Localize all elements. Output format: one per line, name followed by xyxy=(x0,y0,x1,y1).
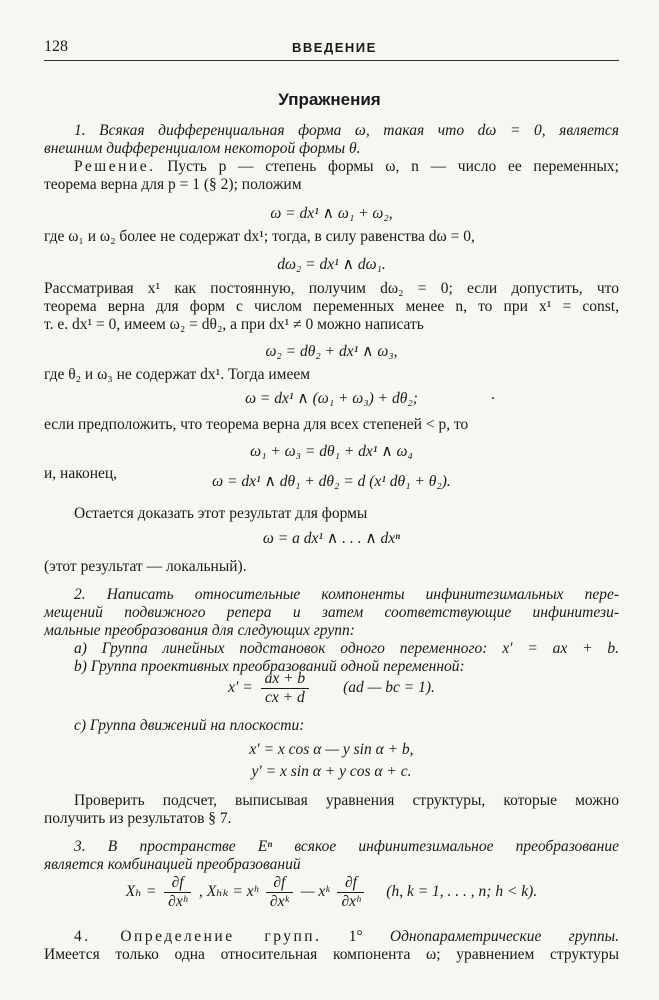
ex1-remains-line: Остается доказать этот результат для формы xyxy=(74,505,368,522)
frac-lhs: x′ = xyxy=(228,679,253,697)
ex4-degree: 1° xyxy=(348,928,363,945)
ex2-item-c: c) Группа движений на плоскости: xyxy=(74,717,305,734)
xhk-fraction-1 xyxy=(266,874,293,911)
equation-projective xyxy=(44,670,619,707)
ex1-where-line: где ω₁ и ω₂ более не содержат dx¹; тогда, в силу равенства dω = 0, xyxy=(44,228,475,245)
solution-label: Решение. xyxy=(74,158,156,175)
ex2-item-a: a) Группа линейных подстановок одного переменного: x′ = ax + b. xyxy=(74,640,619,657)
fraction-denominator: cx + d xyxy=(265,689,305,706)
fraction-numerator: ax + b xyxy=(261,670,310,689)
equation-3: ω₂ = dθ₂ + dx¹ ∧ ω₃, xyxy=(265,343,398,360)
equation-generators xyxy=(44,874,619,911)
ex1-local-line: (этот результат — локальный). xyxy=(44,558,247,575)
equation-1: ω = dx¹ ∧ ω₁ + ω₂, xyxy=(270,205,393,222)
ex1-solution-line1 xyxy=(44,158,619,176)
ex3-statement-line1: 3. В пространстве Eⁿ всякое инфинитезимальное преобразование xyxy=(74,838,619,855)
xh-numerator: ∂f xyxy=(164,874,191,893)
xhk-denominator-2: ∂xʰ xyxy=(341,893,361,910)
running-title: ВВЕДЕНИЕ xyxy=(292,40,377,55)
ex1-where-line2: где θ₂ и ω₃ не содержат dx¹. Тогда имеем xyxy=(44,366,311,383)
xhk-lhs: , Xₕₖ = xʰ xyxy=(198,883,259,901)
ex2-statement-line2: мещений подвижного репера и затем соответствующие инфинитези- xyxy=(44,604,619,621)
ex4-label: 4. Определение групп. xyxy=(74,928,322,945)
page-number: 128 xyxy=(44,38,68,55)
generators-condition: (h, k = 1, . . . , n; h < k). xyxy=(386,883,538,901)
equation-motion-y: y′ = x sin α + y cos α + c. xyxy=(251,763,412,780)
xh-fraction xyxy=(164,874,191,911)
equation-2: dω₂ = dx¹ ∧ dω₁. xyxy=(277,256,386,273)
ex1-statement-line1: 1. Всякая дифференциальная форма ω, такая что dω = 0, является xyxy=(74,122,619,139)
header-rule xyxy=(44,60,619,61)
equation-4: ω = dx¹ ∧ (ω₁ + ω₃) + dθ₂; xyxy=(245,390,418,407)
solution-line1-text: Пусть p — степень формы ω, n — число ее переменных; xyxy=(167,158,619,175)
ex2-check-line1: Проверить подсчет, выписывая уравнения структуры, которые можно xyxy=(74,792,619,809)
ex2-check-line2: получить из результатов § 7. xyxy=(44,810,232,827)
ex1-consider-line2: теорема верна для форм с числом переменных менее n, то при x¹ = const, xyxy=(44,298,619,315)
ex2-item-b: b) Группа проективных преобразований одной переменной: xyxy=(74,658,465,675)
equation-7: ω = a dx¹ ∧ . . . ∧ dxⁿ xyxy=(262,530,401,547)
ex1-consider-line3: т. е. dx¹ = 0, имеем ω₂ = dθ₂, а при dx¹ ≠ 0 можно написать xyxy=(44,316,424,333)
ex1-suppose-line: если предположить, что теорема верна для всех степеней < p, то xyxy=(44,416,469,433)
ex1-solution-line2: теорема верна для p = 1 (§ 2); положим xyxy=(44,176,302,193)
ex4-line1 xyxy=(44,928,619,946)
ex3-statement-line2: является комбинацией преобразований xyxy=(44,856,301,873)
ex2-statement-line1: 2. Написать относительные компоненты инфинитезимальных пере- xyxy=(74,586,619,603)
xh-denominator: ∂xʰ xyxy=(168,893,188,910)
ex1-statement-line2: внешним дифференциалом некоторой формы θ. xyxy=(44,140,361,157)
equation-motion-x: x′ = x cos α — y sin α + b, xyxy=(249,741,414,758)
xh-lhs: Xₕ = xyxy=(125,883,157,901)
projective-fraction xyxy=(261,670,310,707)
stray-dot: . xyxy=(491,386,495,403)
xhk-fraction-2 xyxy=(337,874,364,911)
xhk-middle: — xᵏ xyxy=(300,883,330,901)
ex2-statement-line3: мальные преобразования для следующих групп: xyxy=(44,622,355,639)
equation-6: ω = dx¹ ∧ dθ₁ + dθ₂ = d (x¹ dθ₁ + θ₂). xyxy=(212,473,451,490)
ex1-consider-line1: Рассматривая x¹ как постоянную, получим dω₂ = 0; если допустить, что xyxy=(44,280,619,297)
section-title: Упражнения xyxy=(278,90,381,109)
xhk-denominator-1: ∂xᵏ xyxy=(269,893,289,910)
ex4-line2: Имеется только одна относительная компонента ω; уравнением структуры xyxy=(44,946,619,963)
ex1-finally-line: и, наконец, xyxy=(44,465,118,482)
xhk-numerator-1: ∂f xyxy=(266,874,293,893)
xhk-numerator-2: ∂f xyxy=(337,874,364,893)
equation-5: ω₁ + ω₃ = dθ₁ + dx¹ ∧ ω₄ xyxy=(250,443,413,460)
projective-condition: (ad — bc = 1). xyxy=(343,679,435,697)
ex4-title: Однопараметрические группы. xyxy=(389,928,620,945)
